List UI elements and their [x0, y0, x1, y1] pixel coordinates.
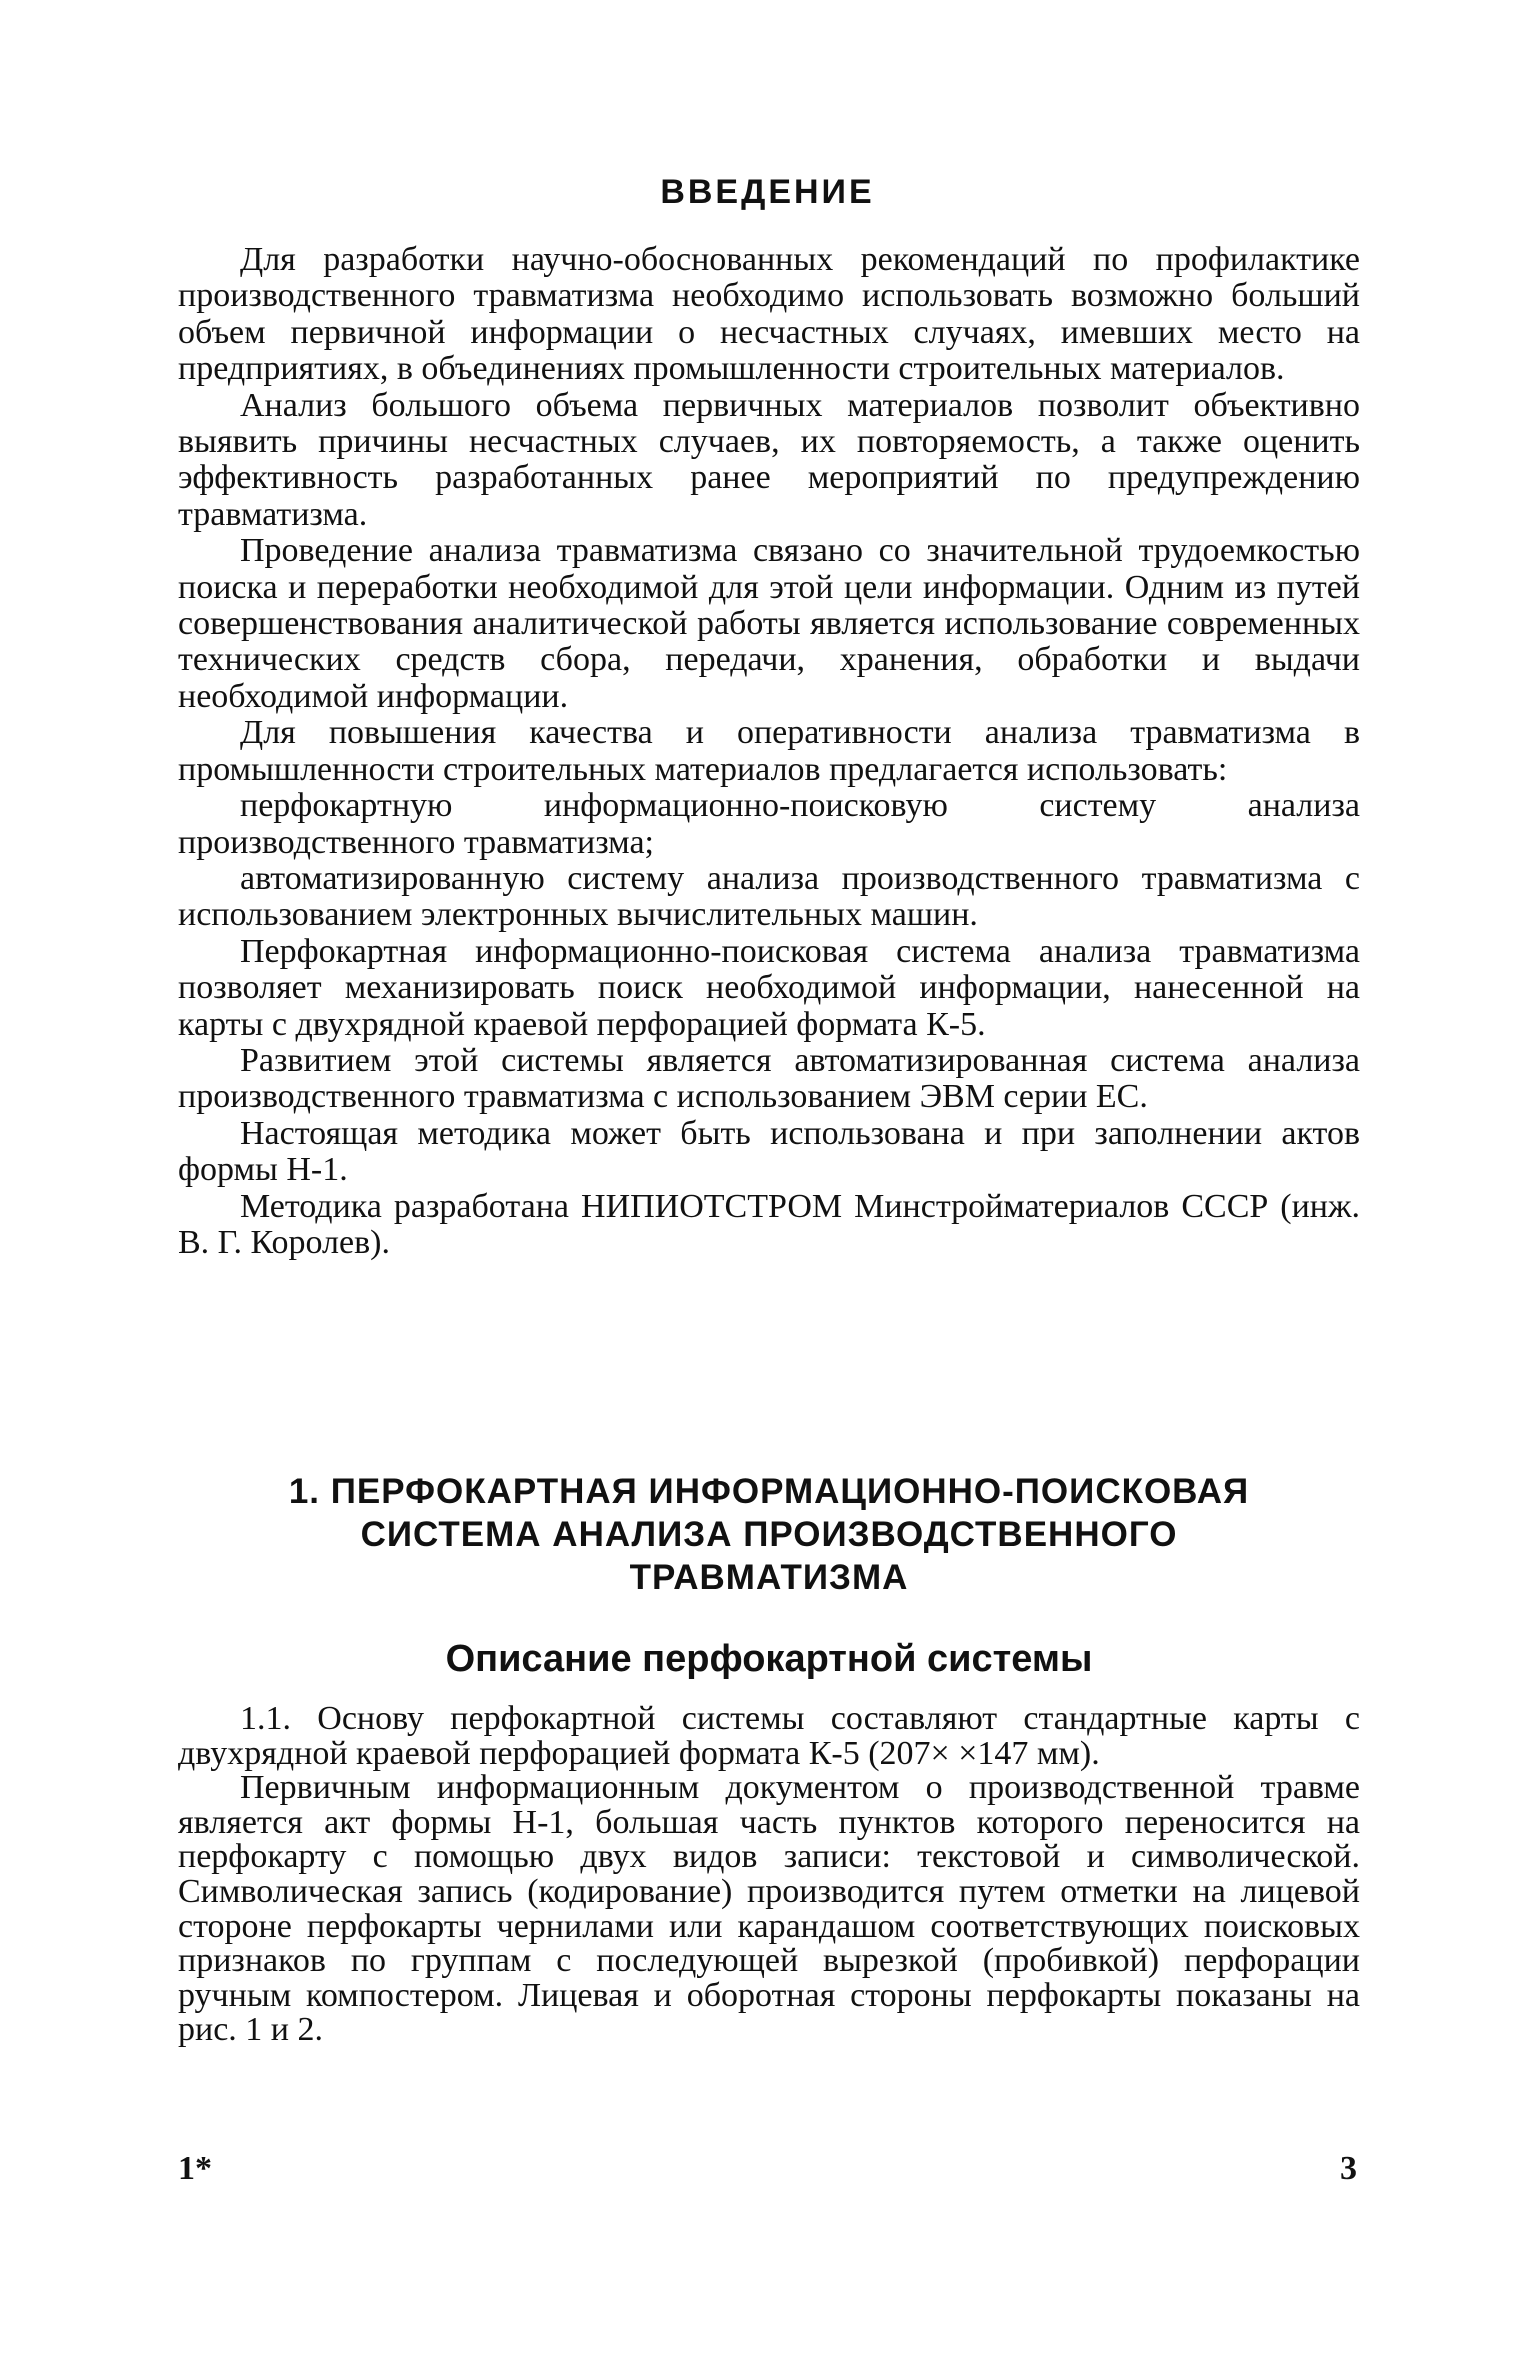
intro-paragraph: Для разработки научно-обоснованных рекомендаций по профилактике производственного травматизма необходимо использовать возможно больший объем первичной информации о несчастных случаях, имевших место на предприятиях, в объединениях промышленности строительных материалов.: [178, 241, 1360, 388]
section-subheading: Описание перфокартной системы: [445, 1638, 1093, 1680]
intro-list-item: автоматизированную систему анализа производственного травматизма с использованием электронных вычислительных машин.: [178, 859, 1360, 934]
intro-paragraph: Развитием этой системы является автоматизированная система анализа производственного травматизма с использованием ЭВМ серии ЕС.: [178, 1041, 1360, 1116]
section-heading-line: ТРАВМАТИЗМА: [629, 1558, 909, 1597]
intro-paragraph: Настоящая методика может быть использована и при заполнении актов формы Н-1.: [178, 1114, 1360, 1189]
intro-paragraph: Проведение анализа травматизма связано со значительной трудоемкостью поиска и переработки необходимой для этой цели информации. Одним из путей совершенствования аналитической работы является использование современных технических средств сбора, передачи, хранения, обработки и выдачи необходимой информации.: [178, 532, 1360, 715]
section-heading: [178, 1470, 1360, 1599]
section-body: [178, 1702, 1360, 2048]
page-number: 3: [1340, 2150, 1357, 2187]
intro-paragraph: Анализ большого объема первичных материалов позволит объективно выявить причины несчастных случаев, их повторяемость, а также оценить эффективность разработанных ранее мероприятий по предупреждению травматизма.: [178, 386, 1360, 533]
section-heading-line: СИСТЕМА АНАЛИЗА ПРОИЗВОДСТВЕННОГО: [360, 1515, 1178, 1554]
section-heading-line: 1. ПЕРФОКАРТНАЯ ИНФОРМАЦИОННО-ПОИСКОВАЯ: [288, 1472, 1250, 1511]
intro-body: [178, 242, 1360, 1261]
intro-paragraph: Для повышения качества и оперативности анализа травматизма в промышленности строительных материалов предлагается использовать:: [178, 714, 1360, 788]
intro-list-item: перфокартную информационно-поисковую систему анализа производственного травматизма;: [178, 787, 1360, 861]
intro-paragraph: Перфокартная информационно-поисковая система анализа травматизма позволяет механизировать поиск необходимой информации, нанесенной на карты с двухрядной краевой перфорацией формата К-5.: [178, 932, 1360, 1043]
intro-paragraph: Методика разработана НИПИОТСТРОМ Минстройматериалов СССР (инж. В. Г. Королев).: [178, 1187, 1360, 1261]
section-paragraph: Первичным информационным документом о производственной травме является акт формы Н-1, большая часть пунктов которого переносится на перфокарту с помощью двух видов записи: текстовой и символической. Символическая запись (кодирование) производится путем отметки на лицевой стороне перфокарты чернилами или карандашом соответствующих поисковых признаков по группам с последующей вырезкой (пробивкой) перфорации ручным компостером. Лицевая и оборотная стороны перфокарты показаны на рис. 1 и 2.: [178, 1769, 1360, 2049]
section-paragraph: 1.1. Основу перфокартной системы составляют стандартные карты с двухрядной краевой перфорацией формата К-5 (207× ×147 мм).: [178, 1700, 1360, 1772]
intro-heading: ВВЕДЕНИЕ: [660, 172, 875, 211]
signature-mark: 1*: [178, 2150, 212, 2187]
